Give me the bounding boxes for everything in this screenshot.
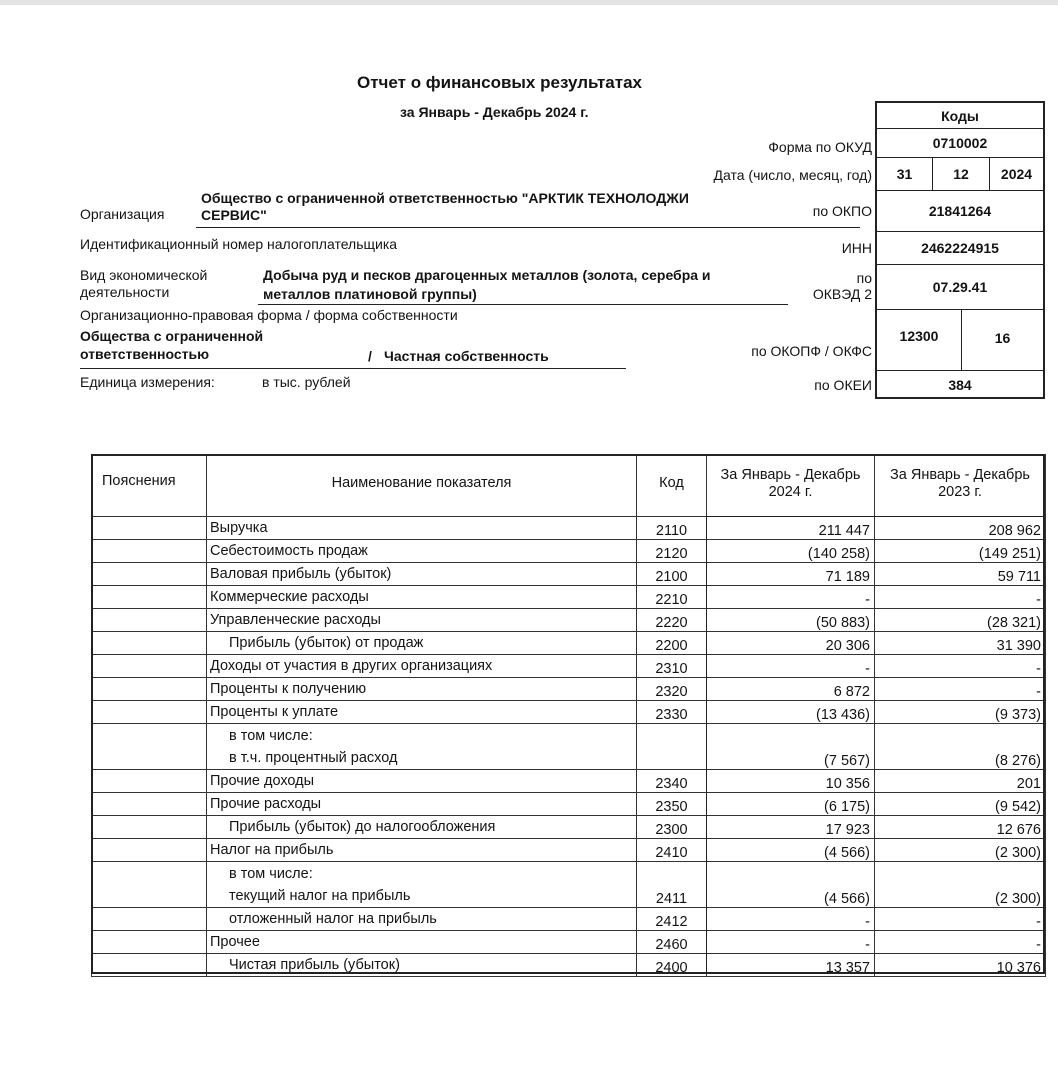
- inn-label: Идентификационный номер налогоплательщика: [80, 236, 398, 252]
- date-year: 2024: [1000, 166, 1033, 182]
- row-name: Управленческие расходы: [207, 609, 637, 632]
- row-value-2024: 20 306: [707, 632, 875, 655]
- okopf-label: по ОКОПФ / ОКФС: [751, 343, 872, 359]
- table-row: [92, 816, 1046, 839]
- row-name: Себестоимость продаж: [207, 540, 637, 563]
- table-row: [92, 563, 1046, 586]
- row-name: Коммерческие расходы: [207, 586, 637, 609]
- org-name-line2: СЕРВИС": [201, 207, 267, 223]
- notes-cell: [92, 678, 207, 701]
- row-value-2023: -: [875, 678, 1046, 701]
- row-code: 2330: [637, 701, 707, 724]
- activity-label-2: деятельности: [80, 284, 170, 300]
- row-name: Прочее: [207, 931, 637, 954]
- notes-cell: [92, 839, 207, 862]
- row-value-2024: (7 567): [707, 724, 875, 770]
- table-row: [92, 793, 1046, 816]
- table-row: [92, 770, 1046, 793]
- table-header-row: [92, 455, 1046, 517]
- table-row: [92, 517, 1046, 540]
- row-value-2023: -: [875, 908, 1046, 931]
- row-name: [207, 862, 637, 908]
- page-title: Отчет о финансовых результатах: [357, 73, 642, 92]
- row-code: 2110: [637, 517, 707, 540]
- okved-label-1: по: [856, 270, 872, 286]
- row-value-2024: -: [707, 931, 875, 954]
- notes-cell: [92, 816, 207, 839]
- activity-label-1: Вид экономической: [80, 267, 208, 283]
- okei-label: по ОКЕИ: [814, 377, 872, 393]
- row-value-2023: (2 300): [875, 862, 1046, 908]
- table-row: [92, 632, 1046, 655]
- row-name: Валовая прибыль (убыток): [207, 563, 637, 586]
- date-month: 12: [953, 166, 969, 182]
- row-value-2023: (9 542): [875, 793, 1046, 816]
- notes-cell: [92, 793, 207, 816]
- okud-label: Форма по ОКУД: [768, 139, 872, 155]
- row-code: [637, 724, 707, 770]
- okopf-value: 12300: [899, 328, 939, 344]
- row-value-2023: (8 276): [875, 724, 1046, 770]
- row-value-2024: 211 447: [707, 517, 875, 540]
- org-label: Организация: [80, 206, 165, 222]
- row-code: 2200: [637, 632, 707, 655]
- row-code: 2411: [637, 862, 707, 908]
- row-value-2024: 6 872: [707, 678, 875, 701]
- okved-value: 07.29.41: [932, 279, 988, 295]
- row-value-2024: 10 356: [707, 770, 875, 793]
- row-value-2024: (50 883): [707, 609, 875, 632]
- col-2024-header: [707, 455, 875, 517]
- notes-cell: [92, 517, 207, 540]
- row-name: Прибыль (убыток) от продаж: [207, 632, 637, 655]
- notes-cell: [92, 632, 207, 655]
- table-row: [92, 908, 1046, 931]
- row-value-2023: 208 962: [875, 517, 1046, 540]
- row-code: 2100: [637, 563, 707, 586]
- row-value-2024: (6 175): [707, 793, 875, 816]
- col-code-header: Код: [637, 455, 707, 517]
- col-name-header: Наименование показателя: [207, 455, 637, 517]
- row-code: 2412: [637, 908, 707, 931]
- row-value-2024: (140 258): [707, 540, 875, 563]
- notes-cell: [92, 954, 207, 977]
- row-name: Чистая прибыль (убыток): [207, 954, 637, 977]
- row-value-2024: -: [707, 586, 875, 609]
- row-code: 2400: [637, 954, 707, 977]
- codes-header: Коды: [941, 108, 979, 124]
- row-name-prefix: в том числе:: [229, 865, 313, 882]
- row-value-2023: -: [875, 655, 1046, 678]
- row-code: 2300: [637, 816, 707, 839]
- form-line2: ответственностью: [80, 346, 210, 362]
- row-name: Прочие доходы: [207, 770, 637, 793]
- row-value-2023: (9 373): [875, 701, 1046, 724]
- activity-line1: Добыча руд и песков драгоценных металлов (золота, серебра и: [263, 267, 711, 283]
- table-row: [92, 839, 1046, 862]
- notes-cell: [92, 540, 207, 563]
- okpo-label: по ОКПО: [812, 203, 872, 219]
- table-row: [92, 954, 1046, 977]
- row-name: [207, 724, 637, 770]
- row-value-2024: 17 923: [707, 816, 875, 839]
- row-code: 2120: [637, 540, 707, 563]
- col-notes-header: Пояснения: [92, 455, 207, 517]
- okud-value: 0710002: [932, 135, 988, 151]
- codes-box: [875, 101, 1045, 399]
- row-name: отложенный налог на прибыль: [207, 908, 637, 931]
- table-row: [92, 609, 1046, 632]
- ownership: Частная собственность: [384, 348, 549, 364]
- unit-value: в тыс. рублей: [262, 374, 351, 390]
- notes-cell: [92, 655, 207, 678]
- table-row: [92, 586, 1046, 609]
- row-code: 2220: [637, 609, 707, 632]
- notes-cell: [92, 862, 207, 908]
- row-code: 2320: [637, 678, 707, 701]
- row-value-2023: 31 390: [875, 632, 1046, 655]
- row-value-2023: (28 321): [875, 609, 1046, 632]
- table-row: [92, 540, 1046, 563]
- notes-cell: [92, 908, 207, 931]
- notes-cell: [92, 724, 207, 770]
- notes-cell: [92, 931, 207, 954]
- activity-line2: металлов платиновой группы): [263, 286, 477, 302]
- row-value-2023: 201: [875, 770, 1046, 793]
- form-line1: Общества с ограниченной: [80, 328, 264, 344]
- row-value-2023: (2 300): [875, 839, 1046, 862]
- row-value-2024: 71 189: [707, 563, 875, 586]
- notes-cell: [92, 563, 207, 586]
- row-code: 2210: [637, 586, 707, 609]
- row-name: Проценты к получению: [207, 678, 637, 701]
- form-slash: /: [368, 348, 372, 364]
- row-value-2023: 12 676: [875, 816, 1046, 839]
- notes-cell: [92, 609, 207, 632]
- row-value-2024: -: [707, 655, 875, 678]
- financial-table: [91, 454, 1046, 977]
- date-label: Дата (число, месяц, год): [713, 167, 872, 183]
- row-value-2024: -: [707, 908, 875, 931]
- row-value-2023: -: [875, 586, 1046, 609]
- date-day: 31: [896, 166, 913, 182]
- org-name-line1: Общество с ограниченной ответственностью "АРКТИК ТЕХНОЛОДЖИ: [201, 190, 689, 206]
- report-period: за Январь - Декабрь 2024 г.: [400, 104, 589, 120]
- row-name-main: в т.ч. процентный расход: [229, 749, 398, 766]
- row-value-2024: 13 357: [707, 954, 875, 977]
- row-name-prefix: в том числе:: [229, 727, 313, 744]
- col-2023-header-line1: За Январь - Декабрь: [890, 467, 1030, 483]
- unit-label: Единица измерения:: [80, 374, 215, 390]
- table-row: [92, 931, 1046, 954]
- row-code: 2340: [637, 770, 707, 793]
- top-bar: [0, 0, 1058, 5]
- row-value-2023: 10 376: [875, 954, 1046, 977]
- okei-value: 384: [948, 377, 972, 393]
- row-name-main: текущий налог на прибыль: [229, 887, 411, 904]
- table-row: [92, 655, 1046, 678]
- row-name: Налог на прибыль: [207, 839, 637, 862]
- row-name: Проценты к уплате: [207, 701, 637, 724]
- col-2023-header-line2: 2023 г.: [938, 484, 982, 500]
- row-value-2024: (4 566): [707, 839, 875, 862]
- row-value-2024: (13 436): [707, 701, 875, 724]
- col-2023-header: [875, 455, 1046, 517]
- table-row: [92, 701, 1046, 724]
- row-code: 2350: [637, 793, 707, 816]
- col-2024-header-line1: За Январь - Декабрь: [720, 467, 861, 483]
- row-name: Прибыль (убыток) до налогообложения: [207, 816, 637, 839]
- form-label: Организационно-правовая форма / форма собственности: [80, 307, 458, 323]
- table-row: [92, 724, 1046, 770]
- notes-cell: [92, 586, 207, 609]
- inn-code-label: ИНН: [841, 240, 872, 256]
- row-value-2023: (149 251): [875, 540, 1046, 563]
- notes-cell: [92, 701, 207, 724]
- row-code: 2310: [637, 655, 707, 678]
- okved-label-2: ОКВЭД 2: [812, 286, 872, 302]
- col-2024-header-line2: 2024 г.: [768, 484, 813, 500]
- row-value-2024: (4 566): [707, 862, 875, 908]
- row-code: 2460: [637, 931, 707, 954]
- inn-value: 2462224915: [921, 240, 999, 256]
- notes-cell: [92, 770, 207, 793]
- table-row: [92, 678, 1046, 701]
- row-name: Доходы от участия в других организациях: [207, 655, 637, 678]
- table-row: [92, 862, 1046, 908]
- row-name: Выручка: [207, 517, 637, 540]
- okfs-value: 16: [994, 330, 1011, 346]
- row-value-2023: -: [875, 931, 1046, 954]
- row-value-2023: 59 711: [875, 563, 1046, 586]
- okpo-value: 21841264: [928, 203, 992, 219]
- row-code: 2410: [637, 839, 707, 862]
- row-name: Прочие расходы: [207, 793, 637, 816]
